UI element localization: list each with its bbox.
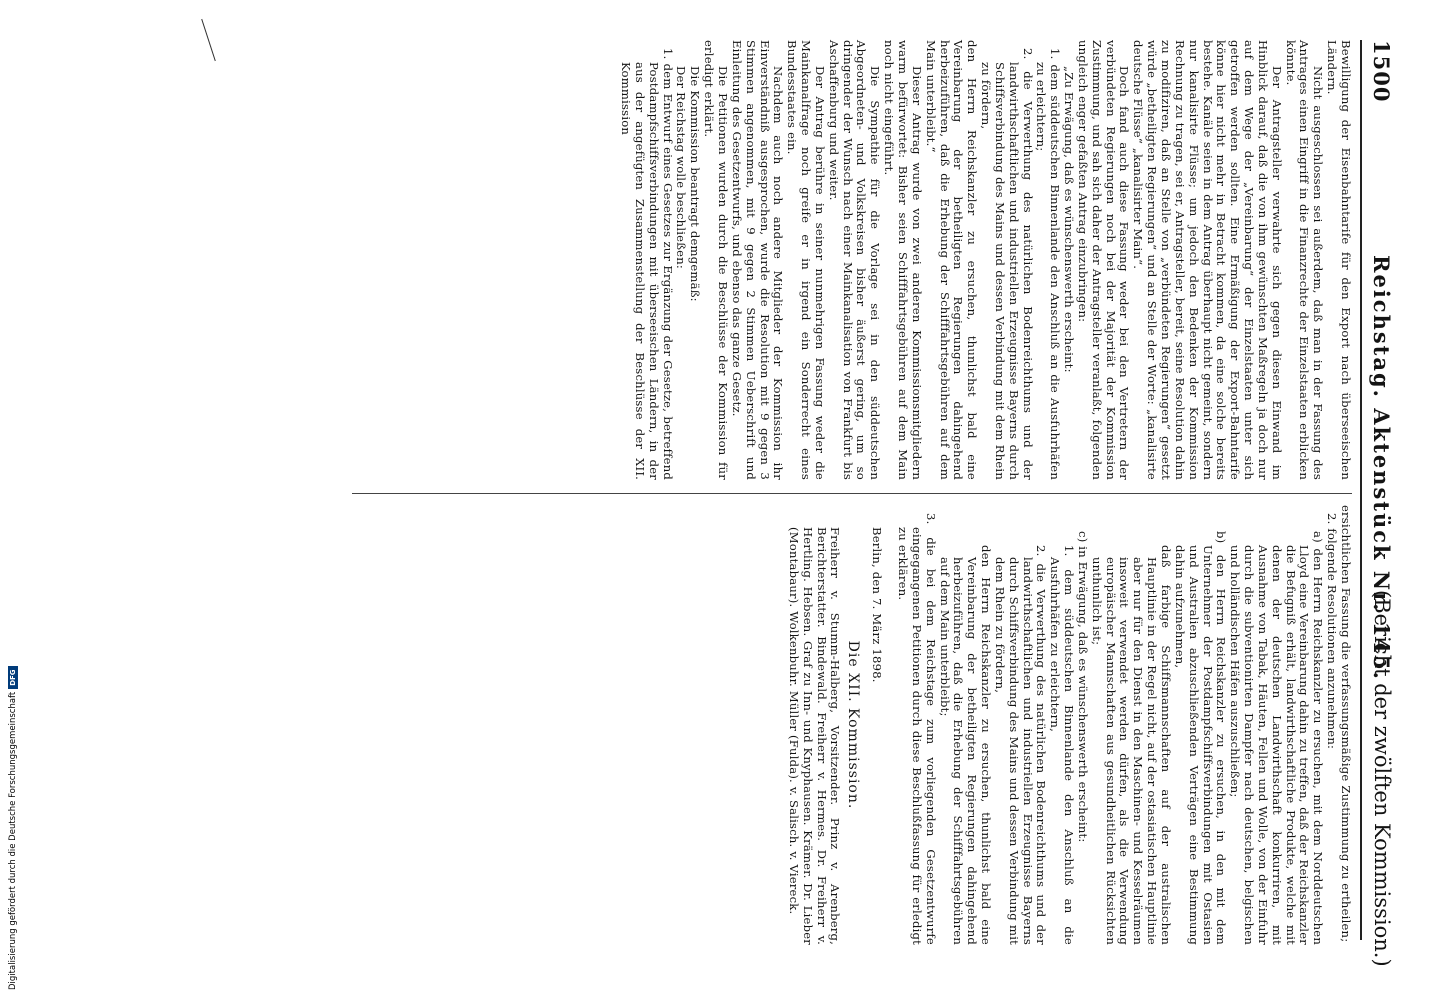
committee-title: Die XII. Kommission. [845, 640, 862, 810]
watermark-text: Digitalisierung gefördert durch die Deutsche Forschungsgemeinschaft [8, 691, 18, 990]
right-column-paragraph: 1. dem süddeutschen Binnenlande den Anschluß an die Ausfuhrhäfen zu erleichtern, [1048, 545, 1077, 945]
right-column-paragraph: ersichtlichen Fassung die verfassungsmäßige Zustimmung zu ertheilen; [1339, 505, 1353, 943]
left-column-paragraph: Die Petitionen wurden durch die Beschlüsse der Kommission für erledigt erklärt. [702, 40, 731, 480]
right-column-paragraph: a) den Herrn Reichskanzler zu ersuchen, mit dem Norddeutschen Lloyd eine Vereinbarung dahin zu treffen, daß der Reichskanzler die Befugniß erhält, landwirthschaftliche Produkte, welche mit denen der deutschen Landwirthschaft konkurriren, mit Ausnahme von Tabak, Häuten, Fellen und Wolle, von der Einfuhr durch die subventionirten Dampfer nach deutschen, belgischen und holländischen Häfen auszuschließen; [1228, 531, 1326, 945]
left-column-paragraph: Der Antragsteller verwahrte sich gegen diesen Einwand im Hinblick darauf, daß die von ihm gewünschten Maßregeln ja doch nur auf dem Wege der „Vereinbarung“ der Einzelstaaten unter sich getroffen werden sollten. Eine Ermäßigung der Export-Bahntarife könne hier nicht mehr in Betracht kommen, da eine solche bereits bestehe. Kanäle seien in dem Antrag überhaupt nicht gemeint, sondern nur kanalisirte Flüsse; um jedoch den Bedenken der Kommission Rechnung zu tragen, sei er, Antragsteller, bereit, seine Resolution dahin zu modifiziren, daß an Stelle von „verbündeten Regierungen“ gesetzt würde „betheiligten Regierungen“ und an Stelle der Worte: „kanalisirte deutsche Flüsse“ „kanalisirter Main“. [1131, 40, 1284, 480]
page-number: 1500 [1369, 40, 1394, 103]
report-title: (Bericht der zwölften Kommission.) [1370, 590, 1394, 967]
left-column-paragraph: Doch fand auch diese Fassung weder bei den Vertretern der verbündeten Regierungen noch bei der Majorität der Kommission Zustimmung, und sah sich daher der Antragsteller veranlaßt, folgenden ungleich enger gefaßten Antrag einzubringen: [1075, 40, 1132, 480]
left-column-paragraph: Die Sympathie für die Vorlage sei in den süddeutschen Abgeordneten- und Volkskreisen bisher äußerst gering, um so dringender der Wunsch nach einer Mainkanalisation von Frankfurt bis Aschaffenburg und weiter. [826, 40, 883, 480]
left-column-paragraph: Der Reichstag wolle beschließen: [674, 66, 689, 269]
right-column-paragraph: den Herrn Reichskanzler zu ersuchen, thunlichst bald eine Vereinbarung der betheiligten Regierungen dahingehend herbeizuführen, daß die Erhebung der Schifffahrtsgebühren auf dem Main unterbleibt; [937, 545, 994, 945]
left-column-paragraph: den Herrn Reichskanzler zu ersuchen, thunlichst bald eine Vereinbarung der betheiligten Regierungen dahingehend herbeizuführen, daß die Erhebung der Schifffahrtsgebühren auf dem Main unterbleibt.“ [923, 40, 980, 480]
running-title: Reichstag. Aktenstück Nr. 145. [1369, 255, 1394, 681]
left-column-paragraph: Nachdem auch noch andere Mitglieder der Kommission ihr Einverständniß ausgesprochen, wurde die Resolution mit 9 gegen 3 Stimmen angenommen, mit 9 gegen 2 Stimmen Ueberschrift und Einleitung des Gesetzentwurfs, und ebenso das ganze Gesetz. [729, 40, 786, 480]
right-column-paragraph: 3. die bei dem Reichstage zum vorliegenden Gesetzentwurfe eingegangenen Petitionen durch diese Beschlußfassung für erledigt zu erklären. [896, 513, 938, 945]
left-column-paragraph: Die Kommission beantragt demgemäß: [688, 66, 703, 302]
left-column-paragraph: Dieser Antrag wurde von zwei anderen Kommissionsmitgliedern warm befürwortet: Bisher seien Schifffahrtsgebühren auf dem Main noch nicht eingeführt. [882, 40, 924, 480]
right-column-paragraph: b) den Herrn Reichskanzler zu ersuchen, in den mit dem Unternehmer der Postdampfschiffsverbindungen mit Ostasien und Australien abzuschließenden Verträgen eine Bestimmung dahin aufzunehmen, [1172, 531, 1229, 945]
page-header [1360, 40, 1398, 967]
right-column-paragraph: c) in Erwägung, daß es wünschenswerth erscheint: [1075, 531, 1090, 843]
left-column-paragraph: 1. dem Entwurf eines Gesetzes zur Ergänzung der Gesetze, betreffend Postdampfschiffsverbindungen mit überseeischen Ländern, in der aus der angefügten Zusammenstellung der Beschlüsse der XII. Kommission [619, 48, 675, 480]
left-column-paragraph: 1. dem süddeutschen Binnenlande den Anschluß an die Ausfuhrhäfen zu erleichtern; [1034, 48, 1063, 480]
right-column-paragraph: 2. folgende Resolutionen anzunehmen: [1325, 513, 1340, 750]
left-text-column [618, 40, 1352, 480]
left-column-paragraph: 2. die Verwerthung des natürlichen Bodenreichthums und der landwirthschaftlichen und industriellen Erzeugnisse Bayerns durch Schiffsverbindung des Mains und dessen Verbindung mit dem Rhein zu fördern, [979, 48, 1035, 480]
signatures: Freiherr v. Stumm-Halberg, Vorsitzender. Prinz v. Arenberg, Berichterstatter. Bindewald. Freiherr v. Hermes. Dr. Freiherr v. Hertling. Hebsen. Graf zu Inn- und Knyphausen. Krämer. Dr. Lieber (Montabaur). Wolkenbuhr. Müller (Fulda). v. Salisch. v. Viereck. [786, 527, 843, 945]
column-divider [352, 493, 1352, 494]
left-column-paragraph: „Zu Erwägung, daß es wünschenswerth erscheint: [1062, 66, 1077, 373]
resolutions-block [895, 505, 1352, 945]
dfg-logo: DFG [8, 666, 18, 688]
funding-watermark [8, 600, 22, 990]
left-column-paragraph: Nicht ausgeschlossen sei außerdem, daß man in der Fassung des Antrages einen Eingriff in die Finanzrechte der Einzelstaaten erblicken könnte. [1283, 40, 1326, 480]
date-line: Berlin, den 7. März 1898. [870, 527, 885, 683]
right-column-paragraph: daß farbige Schiffsmannschaften auf der australischen Hauptlinie in der Regel nicht, auf der ostasiatischen Hauptlinie aber nur für den Dienst in den Maschinen- und Kesselräumen insoweit verwendet werden dürfen, als die Verwendung europäischer Mannschaften aus gesundheitlichen Rücksichten unthunlich ist; [1089, 545, 1174, 945]
right-column-paragraph: 2. die Verwerthung des natürlichen Bodenreichthums und der landwirthschaftlichen und industriellen Erzeugnisse Bayerns durch Schiffsverbindung des Mains und dessen Verbindung mit dem Rhein zu fördern, [992, 545, 1049, 945]
left-column-paragraph: Der Antrag berühre in seiner nunmehrigen Fassung weder die Mainkanalfrage noch greife er in irgend ein Sonderrecht eines Bundesstaates ein. [785, 40, 827, 480]
right-text-column [786, 505, 1352, 945]
left-column-paragraph: Bewilligung der Eisenbahntarife für den Export nach überseeischen Ländern. [1325, 40, 1353, 480]
